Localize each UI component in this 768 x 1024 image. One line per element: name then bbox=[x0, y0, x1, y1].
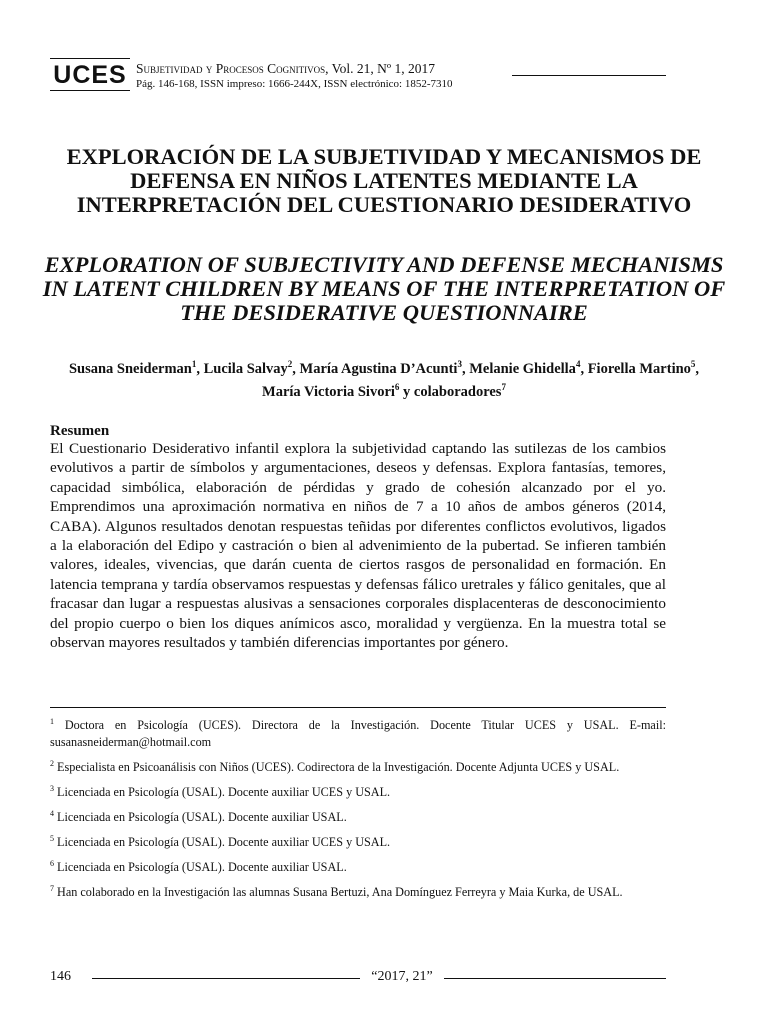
author bbox=[588, 361, 699, 377]
journal-volume: , Vol. 21, Nº 1, 2017 bbox=[325, 61, 435, 76]
author-affiliation-marker: 7 bbox=[501, 382, 506, 393]
footnote bbox=[50, 834, 666, 851]
footer-volume-label: “2017, 21” bbox=[371, 969, 433, 984]
footer-rule-right bbox=[444, 978, 666, 979]
author bbox=[204, 361, 300, 377]
journal-pages-issn: Pág. 146-168, ISSN impreso: 1666-244X, ISSN electrónico: 1852-7310 bbox=[136, 78, 453, 90]
footnote-number: 1 bbox=[50, 716, 54, 726]
footer-rule-left bbox=[92, 978, 360, 979]
author-separator: , bbox=[695, 361, 700, 377]
author-separator: , bbox=[292, 361, 300, 377]
footnote-list bbox=[50, 717, 666, 909]
footnote bbox=[50, 859, 666, 876]
footnote-text: Especialista en Psicoanálisis con Niños (UCES). Codirectora de la Investigación. Docente Adjunta UCES y USAL. bbox=[57, 760, 620, 774]
author-affiliation-marker: 3 bbox=[457, 359, 462, 370]
author-name: Melanie Ghidella bbox=[469, 361, 576, 377]
author bbox=[403, 384, 506, 400]
journal-title: Subjetividad y Procesos Cognitivos bbox=[136, 61, 326, 76]
author-separator: , bbox=[580, 361, 588, 377]
author-affiliation-marker: 2 bbox=[287, 359, 293, 370]
author bbox=[469, 361, 587, 377]
footnote-text: Doctora en Psicología (UCES). Directora de la Investigación. Docente Titular UCES y USAL. E-mail: susanasneiderman@hotmail.com bbox=[50, 718, 667, 749]
page-footer bbox=[50, 968, 666, 988]
author-list bbox=[60, 358, 708, 404]
author-separator: , bbox=[196, 361, 204, 377]
journal-citation bbox=[136, 62, 435, 76]
footnote bbox=[50, 784, 666, 801]
author bbox=[69, 361, 204, 377]
author-name: Lucila Salvay bbox=[203, 361, 288, 377]
footnote-text: Licenciada en Psicología (USAL). Docente auxiliar USAL. bbox=[57, 860, 347, 874]
footnote-text: Licenciada en Psicología (USAL). Docente auxiliar USAL. bbox=[57, 810, 347, 824]
abstract-body: El Cuestionario Desiderativo infantil explora la subjetividad captando las sutilezas de los cambios evolutivos a partir de símbolos y argumentaciones, deseos y defensas. Explora fantasías, temores, capacidad simbólica, elaboración de pérdidas y grado de cohesión alcanzado por el yo. Emprendimos una aproximación normativa en niños de 7 a 10 años de ambos géneros (2014, CABA). Algunos resultados denotan respuestas teñidas por diferentes conflictos evolutivos, ligados a la elaboración del Edipo y castración o bien al advenimiento de la pubertad. Se infieren también valores, ideales, vivencias, que darán cuenta de ciertos rasgos de personalidad en formación. En latencia temprana y tardía observamos respuestas y defensas fálico uretrales y fálico genitales, que al fracasar dan lugar a respuestas alusivas a sensaciones corporales displacenteras de desconocimiento del propio cuerpo o bien los diques anímicos asco, moralidad y vergüenza. En la muestra total se observan mayores resultados y también diferencias importantes por género. bbox=[50, 440, 666, 652]
abstract-heading: Resumen bbox=[50, 423, 110, 439]
author-name: María Agustina D’Acunti bbox=[299, 361, 458, 377]
article-title-english: EXPLORATION OF SUBJECTIVITY AND DEFENSE MECHANISMS IN LATENT CHILDREN BY MEANS OF THE INTERPRETATION OF THE DESIDERATIVE QUESTIONNAIRE bbox=[42, 252, 726, 325]
footnote-number: 3 bbox=[50, 783, 54, 793]
footnote-number: 5 bbox=[50, 833, 54, 843]
logo-rule-bottom bbox=[50, 90, 130, 91]
author bbox=[300, 361, 470, 377]
logo-rule-top bbox=[50, 58, 130, 59]
author-affiliation-marker: 6 bbox=[394, 382, 400, 393]
footnote bbox=[50, 717, 666, 751]
footnote-rule bbox=[50, 707, 666, 708]
author-affiliation-marker: 1 bbox=[191, 359, 197, 370]
footnote-text: Han colaborado en la Investigación las alumnas Susana Bertuzi, Ana Domínguez Ferreyra y Maia Kurka, de USAL. bbox=[57, 885, 623, 899]
author-name: Fiorella Martino bbox=[587, 361, 691, 377]
author bbox=[262, 384, 403, 400]
footnote-number: 6 bbox=[50, 858, 54, 868]
footnote-text: Licenciada en Psicología (USAL). Docente auxiliar UCES y USAL. bbox=[57, 785, 391, 799]
footnote bbox=[50, 759, 666, 776]
author-affiliation-marker: 5 bbox=[690, 359, 696, 370]
author-affiliation-marker: 4 bbox=[575, 359, 581, 370]
footnote bbox=[50, 884, 666, 901]
header-rule bbox=[512, 75, 666, 76]
uces-logo: UCES bbox=[53, 61, 127, 89]
author-name: y colaboradores bbox=[403, 384, 502, 400]
footnote-number: 2 bbox=[50, 758, 54, 768]
article-title-spanish: EXPLORACIÓN DE LA SUBJETIVIDAD Y MECANISMOS DE DEFENSA EN NIÑOS LATENTES MEDIANTE LA INTERPRETACIÓN DEL CUESTIONARIO DESIDERATIVO bbox=[66, 144, 702, 217]
author-separator: , bbox=[461, 361, 470, 377]
footnote-number: 7 bbox=[50, 883, 54, 893]
author-name: Susana Sneiderman bbox=[68, 361, 192, 377]
footnote-text: Licenciada en Psicología (USAL). Docente auxiliar UCES y USAL. bbox=[57, 835, 391, 849]
page-number: 146 bbox=[50, 969, 71, 984]
journal-header bbox=[50, 54, 668, 94]
footnote-number: 4 bbox=[50, 808, 54, 818]
author-name: María Victoria Sivori bbox=[262, 384, 395, 400]
footnote bbox=[50, 809, 666, 826]
